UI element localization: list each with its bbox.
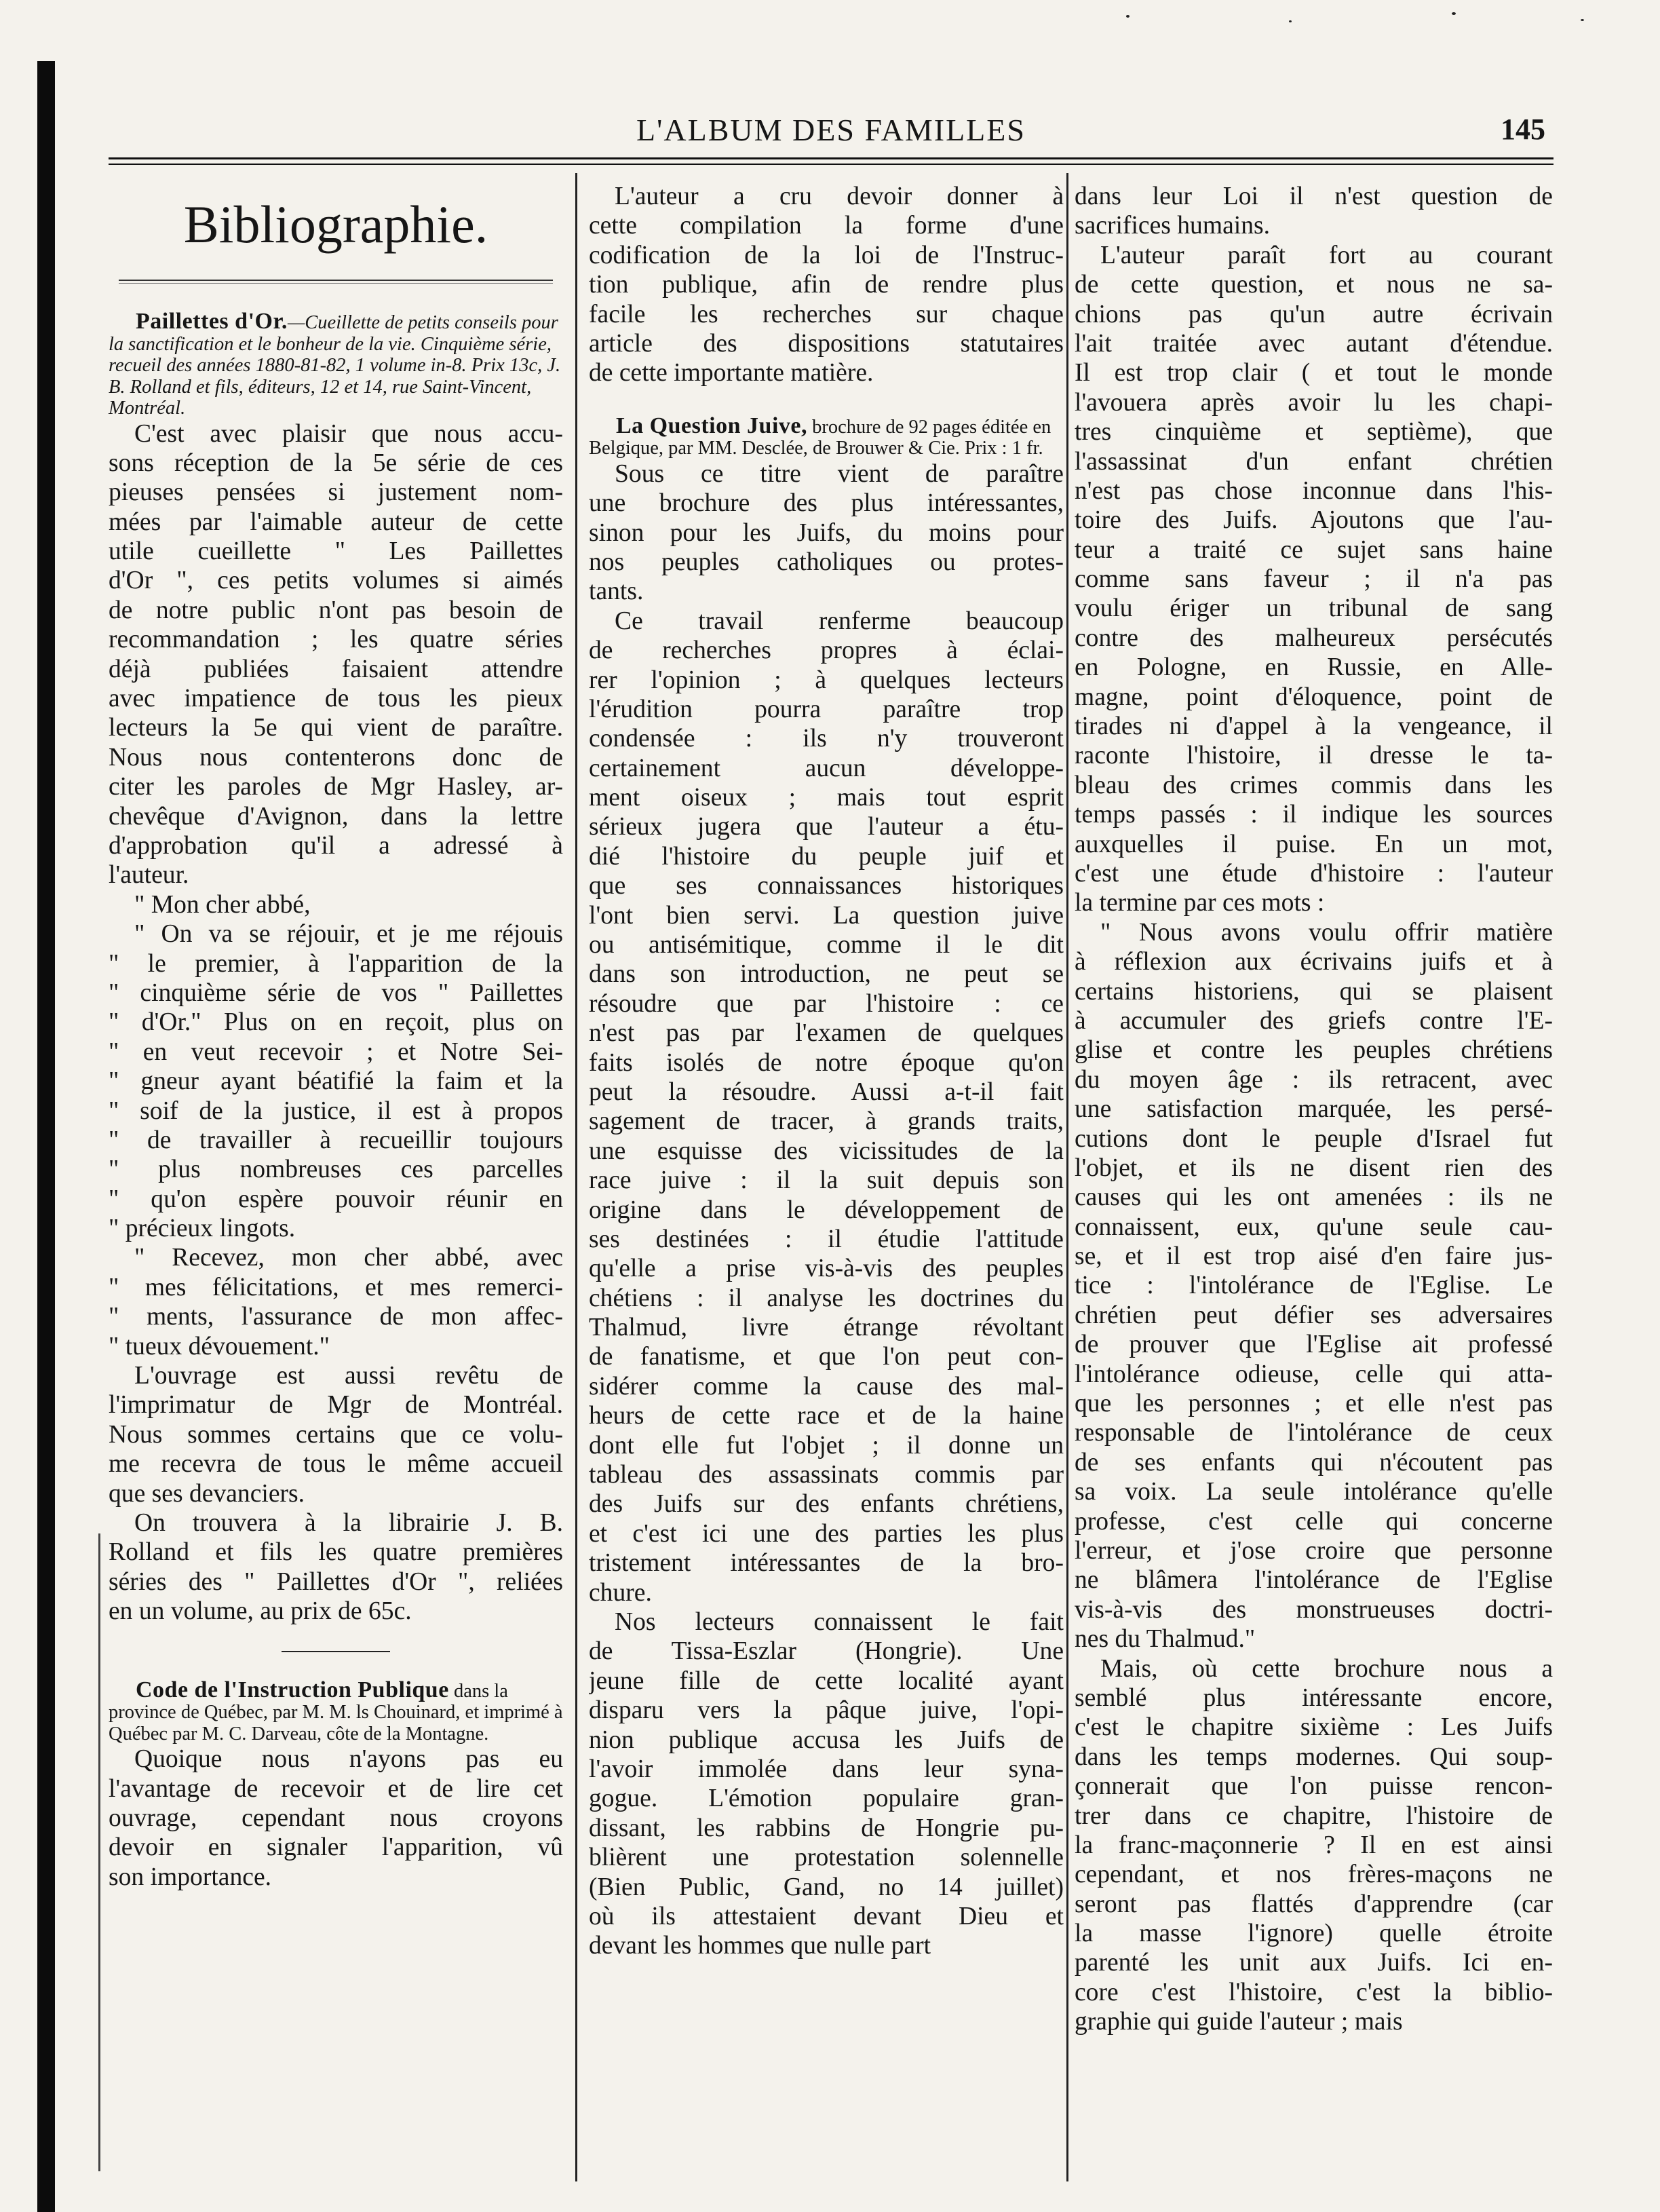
book-notice	[109, 1679, 563, 1745]
text-line: dissant, les rabbins de Hongrie pu-	[589, 1814, 1064, 1842]
paragraph	[1075, 182, 1553, 241]
text-line: nes du Thalmud."	[1075, 1625, 1256, 1654]
text-line: ses destinées : il étudie l'attitude	[589, 1225, 1064, 1253]
text-line: ou antisémitique, comme il le dit	[589, 931, 1064, 959]
text-line: chure.	[589, 1578, 652, 1607]
text-line: Nos lecteurs connaissent le fait	[615, 1608, 1064, 1637]
text-line: facile les recherches sur chaque	[589, 300, 1064, 328]
text-line: sa voix. La seule intolérance qu'elle	[1075, 1478, 1553, 1506]
text-line: l'ont bien servi. La question juive	[589, 901, 1064, 930]
text-line: origine dans le développement de	[589, 1196, 1064, 1224]
text-line: avec impatience de tous les pieux	[109, 685, 563, 713]
paragraph	[109, 890, 563, 919]
text-line: dans leur Loi il n'est question de	[1075, 183, 1553, 210]
text-line: Sous ce titre vient de paraître	[615, 459, 1064, 488]
text-line: l'imprimatur de Mgr de Montréal.	[109, 1391, 563, 1419]
text-line: glise et contre les peuples chrétiens	[1075, 1036, 1553, 1065]
text-line: à accumuler des griefs contre l'E-	[1075, 1006, 1553, 1035]
text-line: dié l'histoire du peuple juif et	[589, 842, 1064, 871]
text-line: de Tissa-Eszlar (Hongrie). Une	[589, 1637, 1064, 1666]
paragraph	[109, 1508, 563, 1626]
text-line: magne, point d'éloquence, point de	[1075, 683, 1553, 711]
text-line: auxquelles il puise. En un mot,	[1075, 830, 1553, 858]
text-line: certainement aucun développe-	[589, 754, 1064, 782]
text-line: Nous sommes certains que ce volu-	[109, 1420, 563, 1449]
text-line: L'ouvrage est aussi revêtu de	[134, 1362, 563, 1390]
text-line: sidérer comme la cause des mal-	[589, 1372, 1064, 1400]
text-line: sagement de tracer, à grands traits,	[589, 1107, 1064, 1136]
text-line: l'avantage de recevoir et de lire cet	[109, 1774, 563, 1803]
text-line: " Recevez, mon cher abbé, avec	[134, 1244, 563, 1272]
text-line: responsable de l'intolérance de ceux	[1075, 1419, 1553, 1447]
text-line: de prouver que l'Eglise ait professé	[1075, 1331, 1553, 1359]
notice-lead: Paillettes d'Or.	[136, 309, 288, 334]
text-line: Thalmud, livre étrange révoltant	[589, 1314, 1064, 1342]
text-line: en Pologne, en Russie, en Alle-	[1075, 653, 1553, 682]
text-line: ouvrage, cependant nous croyons	[109, 1804, 563, 1832]
text-line: tants.	[589, 577, 644, 606]
scan-speck	[1581, 19, 1584, 21]
text-line: chétiens : il analyse les doctrines du	[589, 1284, 1064, 1312]
text-line: résoudre que par l'histoire : ce	[589, 989, 1064, 1018]
text-line: tres cinquième et septième), que	[1075, 418, 1553, 446]
text-line: causes qui les ont amenées : ils ne	[1075, 1183, 1553, 1212]
text-line: " de travailler à recueillir toujours	[109, 1126, 563, 1154]
text-line: sinon pour les Juifs, du moins pour	[589, 518, 1064, 547]
text-line: " mes félicitations, et mes remerci-	[109, 1273, 563, 1301]
text-line: raconte l'histoire, il dresse le ta-	[1075, 742, 1553, 770]
text-line: faits isolés de notre époque qu'on	[589, 1048, 1064, 1077]
text-line: que les personnes ; et elle n'est pas	[1075, 1390, 1553, 1418]
text-line: la masse l'ignore) quelle étroite	[1075, 1920, 1553, 1948]
text-line: article des dispositions statutaires	[589, 329, 1064, 358]
book-notice	[589, 415, 1064, 459]
text-line: tableau des assassinats commis par	[589, 1461, 1064, 1489]
text-line: condensée : ils n'y trouveront	[589, 725, 1064, 753]
text-line: devoir en signaler l'apparition, vû	[109, 1833, 563, 1862]
text-line: vis-à-vis des monstrueuses doctri-	[1075, 1595, 1553, 1624]
text-line: l'intolérance odieuse, celle qui atta-	[1075, 1360, 1553, 1388]
text-line: " tueux dévouement."	[109, 1332, 330, 1360]
text-line: c'est une étude d'histoire : l'auteur	[1075, 860, 1553, 888]
text-line: C'est avec plaisir que nous accu-	[134, 419, 563, 448]
binding-shadow	[37, 61, 55, 2212]
text-line: n'est pas par l'examen de quelques	[589, 1019, 1064, 1048]
text-line: tice : l'intolérance de l'Eglise. Le	[1075, 1272, 1553, 1300]
notice-lead: La Question Juive,	[616, 413, 807, 438]
text-line: citer les paroles de Mgr Hasley, ar-	[109, 773, 563, 801]
text-line: race juive : il la suit depuis son	[589, 1166, 1064, 1195]
paragraph	[1075, 241, 1553, 918]
header-rule	[109, 157, 1553, 165]
text-line: de cette importante matière.	[589, 359, 874, 387]
text-line: dont elle fut l'objet ; il donne un	[589, 1431, 1064, 1460]
text-line: temps passés : il indique les sources	[1075, 801, 1553, 829]
text-line: en un volume, au prix de 65c.	[109, 1597, 412, 1626]
text-line: Mais, où cette brochure nous a	[1100, 1654, 1553, 1683]
text-line: rer l'opinion ; à quelques lecteurs	[589, 666, 1064, 694]
text-line: une brochure des plus intéressantes,	[589, 489, 1064, 518]
text-line: dans son introduction, ne peut se	[589, 960, 1064, 989]
scan-speck	[1126, 15, 1130, 18]
text-line: devant les hommes que nulle part	[589, 1932, 931, 1960]
text-line: teur a traité ce sujet sans haine	[1075, 535, 1553, 564]
text-line: semblé plus intéressante encore,	[1075, 1683, 1553, 1712]
text-line: la franc-maçonnerie ? Il en est ainsi	[1075, 1831, 1553, 1859]
text-line: " qu'on espère pouvoir réunir en	[109, 1185, 563, 1213]
text-line: " en veut recevoir ; et Notre Sei-	[109, 1037, 563, 1066]
text-line: que ses connaissances historiques	[589, 872, 1064, 900]
text-line: Il est trop clair ( et tout le monde	[1075, 359, 1553, 387]
notice-lead: Code de l'Instruction Publique	[136, 1677, 449, 1702]
text-line: de recherches propres à éclai-	[589, 636, 1064, 665]
paragraph	[109, 919, 563, 1243]
text-line: tristement intéressantes de la bro-	[589, 1549, 1064, 1578]
page-number: 145	[1501, 113, 1545, 146]
paragraph	[589, 182, 1064, 388]
text-line: d'Or ", ces petits volumes si aimés	[109, 567, 563, 595]
text-line: l'assassinat d'un enfant chrétien	[1075, 447, 1553, 476]
text-line: l'avouera après avoir lu les chapi-	[1075, 388, 1553, 417]
paragraph	[589, 607, 1064, 1607]
text-line: " le premier, à l'apparition de la	[109, 949, 563, 978]
text-line: çonnerait que l'on puisse rencon-	[1075, 1772, 1553, 1801]
journal-title: L'ALBUM DES FAMILLES	[636, 113, 1026, 147]
text-line: ment oiseux ; mais tout esprit	[589, 784, 1064, 812]
text-line: recommandation ; les quatre séries	[109, 626, 563, 654]
text-line: codification de la loi de l'Instruc-	[589, 241, 1064, 269]
text-line: n'est pas chose inconnue dans l'his-	[1075, 476, 1553, 505]
text-line: une esquisse des vicissitudes de la	[589, 1137, 1064, 1165]
text-line: son importance.	[109, 1863, 272, 1891]
text-line: des Juifs sur des enfants chrétiens,	[589, 1490, 1064, 1519]
text-line: utile cueillette " Les Paillettes	[109, 537, 563, 566]
text-line: blièrent une protestation solennelle	[589, 1844, 1064, 1872]
text-line: sons réception de la 5e série de ces	[109, 449, 563, 477]
text-line: (Bien Public, Gand, no 14 juillet)	[589, 1873, 1064, 1901]
scan-speck	[1289, 20, 1292, 22]
text-line: l'objet, et ils ne disent rien des	[1075, 1153, 1553, 1182]
text-line: certains historiens, qui se plaisent	[1075, 977, 1553, 1006]
column-3	[1075, 182, 1553, 2037]
text-line: " précieux lingots.	[109, 1215, 296, 1243]
text-line: de notre public n'ont pas besoin de	[109, 596, 563, 624]
separator-rule	[282, 1651, 390, 1652]
paragraph	[109, 1744, 563, 1892]
text-line: L'auteur a cru devoir donner à	[615, 183, 1064, 210]
text-line: cutions dont le peuple d'Israel fut	[1075, 1124, 1553, 1153]
text-line: chions pas qu'un autre écrivain	[1075, 300, 1553, 328]
paragraph	[109, 419, 563, 890]
text-line: la termine par ces mots :	[1075, 889, 1325, 917]
text-line: nos peuples catholiques ou protes-	[589, 548, 1064, 576]
text-line: l'érudition pourra paraître trop	[589, 695, 1064, 723]
text-line: gogue. L'émotion populaire gran-	[589, 1785, 1064, 1813]
text-line: dans les temps modernes. Qui soup-	[1075, 1742, 1553, 1771]
text-line: connaissent, eux, qu'une seule cau-	[1075, 1213, 1553, 1241]
text-line: c'est le chapitre sixième : Les Juifs	[1075, 1713, 1553, 1742]
notice-text: —Cueillette de petits conseils pour la sanctification et le bonheur de la vie. Cinquième série, recueil des années 1880-81-82, 1 volume in-8. Prix 13c, J. B. Rolland et fils, éditeurs, 12 et 14, rue Saint-Vincent, Montréal.	[109, 312, 561, 419]
text-line: bleau des crimes commis dans les	[1075, 771, 1553, 799]
text-line: tirades ni d'appel à la vengeance, il	[1075, 712, 1553, 741]
text-line: seront pas flattés d'apprendre (car	[1075, 1890, 1553, 1918]
text-line: l'ait traitée avec autant d'étendue.	[1075, 329, 1553, 358]
text-line: séries des " Paillettes d'Or ", reliées	[109, 1567, 563, 1596]
scan-speck	[1452, 12, 1456, 15]
section-rule	[119, 280, 553, 284]
text-line: une satisfaction marquée, les persé-	[1075, 1095, 1553, 1124]
text-line: jeune fille de cette localité ayant	[589, 1666, 1064, 1695]
text-line: disparu vers la pâque juive, l'opi-	[589, 1696, 1064, 1725]
text-line: lecteurs la 5e qui vient de paraître.	[109, 714, 563, 742]
text-line: On trouvera à la librairie J. B.	[134, 1509, 563, 1538]
text-line: trer dans ce chapitre, l'histoire de	[1075, 1801, 1553, 1830]
text-line: L'auteur paraît fort au courant	[1100, 241, 1553, 269]
text-line: " plus nombreuses ces parcelles	[109, 1156, 563, 1184]
text-line: l'auteur.	[109, 861, 189, 890]
text-line: " ments, l'assurance de mon affec-	[109, 1303, 563, 1331]
text-line: " cinquième série de vos " Paillettes	[109, 978, 563, 1007]
text-line: " On va se réjouir, et je me réjouis	[134, 920, 563, 949]
running-header	[109, 112, 1553, 159]
column-separator	[1066, 173, 1068, 2181]
paragraph	[589, 459, 1064, 607]
text-line: Quoique nous n'ayons pas eu	[134, 1745, 563, 1774]
text-line: de fanatisme, et que l'on peut con-	[589, 1343, 1064, 1371]
text-line: l'avoir immolée dans leur syna-	[589, 1755, 1064, 1783]
text-line: de ses enfants qui n'écoutent pas	[1075, 1448, 1553, 1476]
text-line: qu'elle a prise vis-à-vis des peuples	[589, 1255, 1064, 1283]
text-line: à réflexion aux écrivains juifs et à	[1075, 948, 1553, 976]
text-line: me recevra de tous le même accueil	[109, 1450, 563, 1479]
text-line: " d'Or." Plus on en reçoit, plus on	[109, 1008, 563, 1037]
text-line: que ses devanciers.	[109, 1479, 305, 1508]
text-line: de cette question, et nous ne sa-	[1075, 271, 1553, 299]
text-line: ne blâmera l'intolérance de l'Eglise	[1075, 1566, 1553, 1595]
text-line: sérieux jugera que l'auteur a étu-	[589, 813, 1064, 841]
text-line: déjà publiées faisaient attendre	[109, 655, 563, 683]
text-line: cette compilation la forme d'une	[589, 212, 1064, 240]
text-line: cependant, et nos frères-maçons ne	[1075, 1861, 1553, 1889]
text-line: Nous nous contenterons donc de	[109, 743, 563, 771]
text-line: contre des malheureux persécutés	[1075, 624, 1553, 652]
text-line: sacrifices humains.	[1075, 212, 1271, 240]
text-line: peut la résoudre. Aussi a-t-il fait	[589, 1078, 1064, 1106]
text-line: graphie qui guide l'auteur ; mais	[1075, 2008, 1403, 2036]
text-line: et c'est ici une des parties les plus	[589, 1519, 1064, 1548]
text-line: " soif de la justice, il est à propos	[109, 1097, 563, 1125]
text-line: où ils attestaient devant Dieu et	[589, 1902, 1064, 1930]
paragraph	[109, 1361, 563, 1508]
paragraph	[1075, 918, 1553, 1654]
paragraph	[1075, 1654, 1553, 2037]
column-1	[109, 182, 563, 1892]
text-line: " Nous avons voulu offrir matière	[1100, 918, 1553, 947]
text-line: du moyen âge : ils retracent, avec	[1075, 1065, 1553, 1094]
notice-text: dans la province de Québec, par M. M. ls Chouinard, et imprimé à Québec par M. C. Darveau, côte de la Montagne.	[109, 1680, 563, 1744]
text-line: Rolland et fils les quatre premières	[109, 1538, 563, 1567]
text-line: " Mon cher abbé,	[134, 890, 311, 919]
text-line: chrétien peut défier ses adversaires	[1075, 1301, 1553, 1329]
column-separator	[575, 173, 577, 2181]
text-line: heurs de cette race et de la haine	[589, 1402, 1064, 1430]
text-line: Ce travail renferme beaucoup	[615, 607, 1064, 635]
text-line: pieuses pensées si justement nom-	[109, 478, 563, 507]
text-line: voulu ériger un tribunal de sang	[1075, 594, 1553, 623]
notice-text: brochure de 92 pages éditée en Belgique, par MM. Desclée, de Brouwer & Cie. Prix : 1 fr.	[589, 416, 1051, 459]
text-line: nion publique accusa les Juifs de	[589, 1725, 1064, 1754]
book-notice	[109, 311, 563, 419]
section-title: Bibliographie.	[183, 195, 488, 254]
text-line: mées par l'aimable auteur de cette	[109, 508, 563, 536]
column-2	[589, 182, 1064, 1961]
text-line: chevêque d'Avignon, dans la lettre	[109, 802, 563, 831]
paragraph	[589, 1607, 1064, 1961]
text-line: " gneur ayant béatifié la faim et la	[109, 1067, 563, 1096]
text-line: professe, c'est celle qui concerne	[1075, 1507, 1553, 1536]
text-line: l'erreur, et j'ose croire que personne	[1075, 1537, 1553, 1565]
text-line: toire des Juifs. Ajoutons que l'au-	[1075, 506, 1553, 535]
text-line: se, et il est trop aisé d'en faire jus-	[1075, 1242, 1553, 1271]
paragraph	[109, 1243, 563, 1361]
text-line: core c'est l'histoire, c'est la biblio-	[1075, 1978, 1553, 2006]
text-line: d'approbation qu'il a adressé à	[109, 831, 563, 860]
margin-line	[98, 1533, 100, 2171]
text-line: comme sans faveur ; il n'a pas	[1075, 565, 1553, 594]
text-line: tion publique, afin de rendre plus	[589, 271, 1064, 299]
text-line: parenté les unit aux Juifs. Ici en-	[1075, 1949, 1553, 1977]
